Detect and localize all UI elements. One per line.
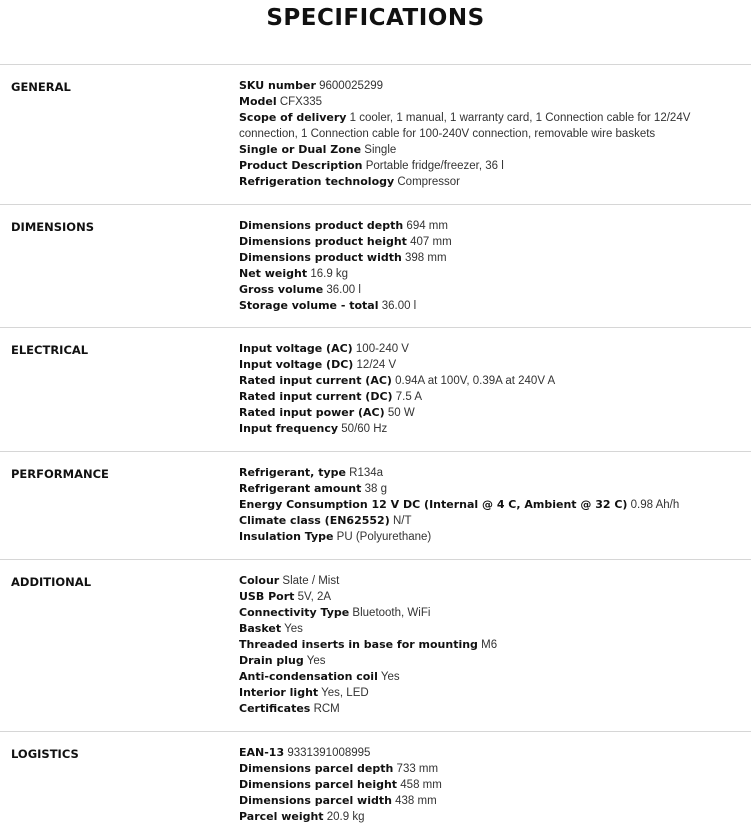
spec-key: Rated input current (AC) <box>239 374 392 387</box>
spec-key: USB Port <box>239 590 295 603</box>
section-label: DIMENSIONS <box>11 220 94 234</box>
spec-row <box>239 142 744 158</box>
spec-key: SKU number <box>239 79 316 92</box>
spec-key: Refrigeration technology <box>239 175 395 188</box>
spec-row <box>239 745 744 761</box>
spec-value: Yes <box>306 655 326 667</box>
spec-value: 38 g <box>364 483 387 495</box>
spec-value: 12/24 V <box>356 359 397 371</box>
spec-value: 0.94A at 100V, 0.39A at 240V A <box>395 375 556 387</box>
spec-list <box>239 218 744 314</box>
spec-row <box>239 481 744 497</box>
section-label: GENERAL <box>11 80 71 94</box>
spec-key: Dimensions product height <box>239 235 407 248</box>
section-label: ADDITIONAL <box>11 575 92 589</box>
spec-key: Certificates <box>239 702 311 715</box>
spec-value: 20.9 kg <box>326 811 365 823</box>
spec-row <box>239 218 744 234</box>
spec-value: 438 mm <box>395 795 437 807</box>
spec-row <box>239 158 744 174</box>
spec-value: 1 cooler, 1 manual, 1 warranty card, 1 Connection cable for 12/24V connection, 1 Connection cable for 100-240V connection, removable wire baskets <box>239 112 691 140</box>
spec-key: Basket <box>239 622 282 635</box>
spec-value: Single <box>364 144 397 156</box>
section-logistics <box>0 731 751 823</box>
spec-key: Input frequency <box>239 422 339 435</box>
spec-key: Storage volume - total <box>239 299 379 312</box>
spec-value: CFX335 <box>279 96 322 108</box>
spec-key: Refrigerant amount <box>239 482 362 495</box>
spec-value: 733 mm <box>396 763 439 775</box>
spec-key: Rated input power (AC) <box>239 406 385 419</box>
spec-list <box>239 465 744 545</box>
spec-row <box>239 513 744 529</box>
spec-key: Threaded inserts in base for mounting <box>239 638 478 651</box>
section-label: ELECTRICAL <box>11 343 89 357</box>
spec-key: Net weight <box>239 267 308 280</box>
spec-row <box>239 653 744 669</box>
spec-value: 694 mm <box>406 220 448 232</box>
spec-key: Dimensions product depth <box>239 219 404 232</box>
section-general <box>0 64 751 188</box>
spec-row <box>239 250 744 266</box>
spec-key: Input voltage (AC) <box>239 342 353 355</box>
spec-key: Drain plug <box>239 654 304 667</box>
spec-value: 50/60 Hz <box>341 423 388 435</box>
spec-value: 36.00 l <box>381 300 417 312</box>
spec-list <box>239 341 744 437</box>
spec-key: Dimensions parcel height <box>239 778 398 791</box>
spec-key: Colour <box>239 574 280 587</box>
section-electrical <box>0 327 751 435</box>
spec-row <box>239 234 744 250</box>
spec-row <box>239 777 744 793</box>
spec-key: Dimensions parcel width <box>239 794 392 807</box>
spec-row <box>239 421 744 437</box>
spec-value: 407 mm <box>410 236 452 248</box>
spec-value: N/T <box>392 515 412 527</box>
spec-value: Bluetooth, WiFi <box>352 607 431 619</box>
section-label: LOGISTICS <box>11 747 79 761</box>
spec-key: Parcel weight <box>239 810 324 823</box>
spec-value: 398 mm <box>405 252 447 264</box>
section-additional <box>0 559 751 715</box>
spec-row <box>239 78 744 94</box>
spec-value: Yes <box>380 671 400 683</box>
spec-key: Insulation Type <box>239 530 334 543</box>
spec-row <box>239 298 744 314</box>
spec-key: Input voltage (DC) <box>239 358 354 371</box>
spec-key: Dimensions parcel depth <box>239 762 394 775</box>
spec-row <box>239 174 744 190</box>
spec-value: 9600025299 <box>319 80 384 92</box>
spec-row <box>239 529 744 545</box>
spec-key: Dimensions product width <box>239 251 402 264</box>
spec-row <box>239 266 744 282</box>
spec-key: Scope of delivery <box>239 111 347 124</box>
spec-row <box>239 405 744 421</box>
spec-value: PU (Polyurethane) <box>336 531 432 543</box>
spec-key: Product Description <box>239 159 363 172</box>
spec-value: Yes, LED <box>321 687 369 699</box>
spec-row <box>239 589 744 605</box>
spec-key: Climate class (EN62552) <box>239 514 390 527</box>
spec-value: 0.98 Ah/h <box>630 499 680 511</box>
section-label: PERFORMANCE <box>11 467 109 481</box>
section-performance <box>0 451 751 543</box>
spec-list <box>239 78 744 190</box>
spec-key: Rated input current (DC) <box>239 390 393 403</box>
spec-value: Portable fridge/freezer, 36 l <box>365 160 504 172</box>
spec-value: M6 <box>481 639 498 651</box>
spec-value: 16.9 kg <box>310 268 349 280</box>
spec-value: 100-240 V <box>355 343 409 355</box>
spec-row <box>239 373 744 389</box>
spec-value: 36.00 l <box>326 284 361 296</box>
section-dimensions <box>0 204 751 312</box>
spec-key: Model <box>239 95 277 108</box>
spec-row <box>239 809 744 825</box>
spec-value: 5V, 2A <box>297 591 332 603</box>
spec-row <box>239 110 744 142</box>
spec-value: 50 W <box>387 407 415 419</box>
spec-row <box>239 497 744 513</box>
spec-list <box>239 573 744 717</box>
spec-value: 7.5 A <box>395 391 422 403</box>
spec-row <box>239 282 744 298</box>
spec-key: Single or Dual Zone <box>239 143 362 156</box>
spec-row <box>239 701 744 717</box>
spec-value: Slate / Mist <box>282 575 340 587</box>
spec-row <box>239 94 744 110</box>
spec-list <box>239 745 744 825</box>
spec-row <box>239 669 744 685</box>
spec-value: 9331391008995 <box>287 747 371 759</box>
spec-key: Connectivity Type <box>239 606 350 619</box>
spec-value: Yes <box>284 623 303 635</box>
spec-row <box>239 341 744 357</box>
spec-row <box>239 761 744 777</box>
spec-value: Compressor <box>397 176 461 188</box>
spec-key: Anti-condensation coil <box>239 670 378 683</box>
spec-value: 458 mm <box>400 779 442 791</box>
spec-row <box>239 357 744 373</box>
spec-key: Refrigerant, type <box>239 466 346 479</box>
spec-key: Interior light <box>239 686 319 699</box>
spec-row <box>239 389 744 405</box>
spec-value: RCM <box>313 703 340 715</box>
spec-row <box>239 573 744 589</box>
spec-key: EAN-13 <box>239 746 285 759</box>
spec-row <box>239 793 744 809</box>
spec-row <box>239 637 744 653</box>
spec-row <box>239 621 744 637</box>
page-title: SPECIFICATIONS <box>266 5 485 31</box>
spec-value: R134a <box>349 467 384 479</box>
spec-row <box>239 465 744 481</box>
spec-key: Energy Consumption 12 V DC (Internal @ 4 C, Ambient @ 32 C) <box>239 498 628 511</box>
spec-key: Gross volume <box>239 283 324 296</box>
spec-row <box>239 605 744 621</box>
spec-row <box>239 685 744 701</box>
